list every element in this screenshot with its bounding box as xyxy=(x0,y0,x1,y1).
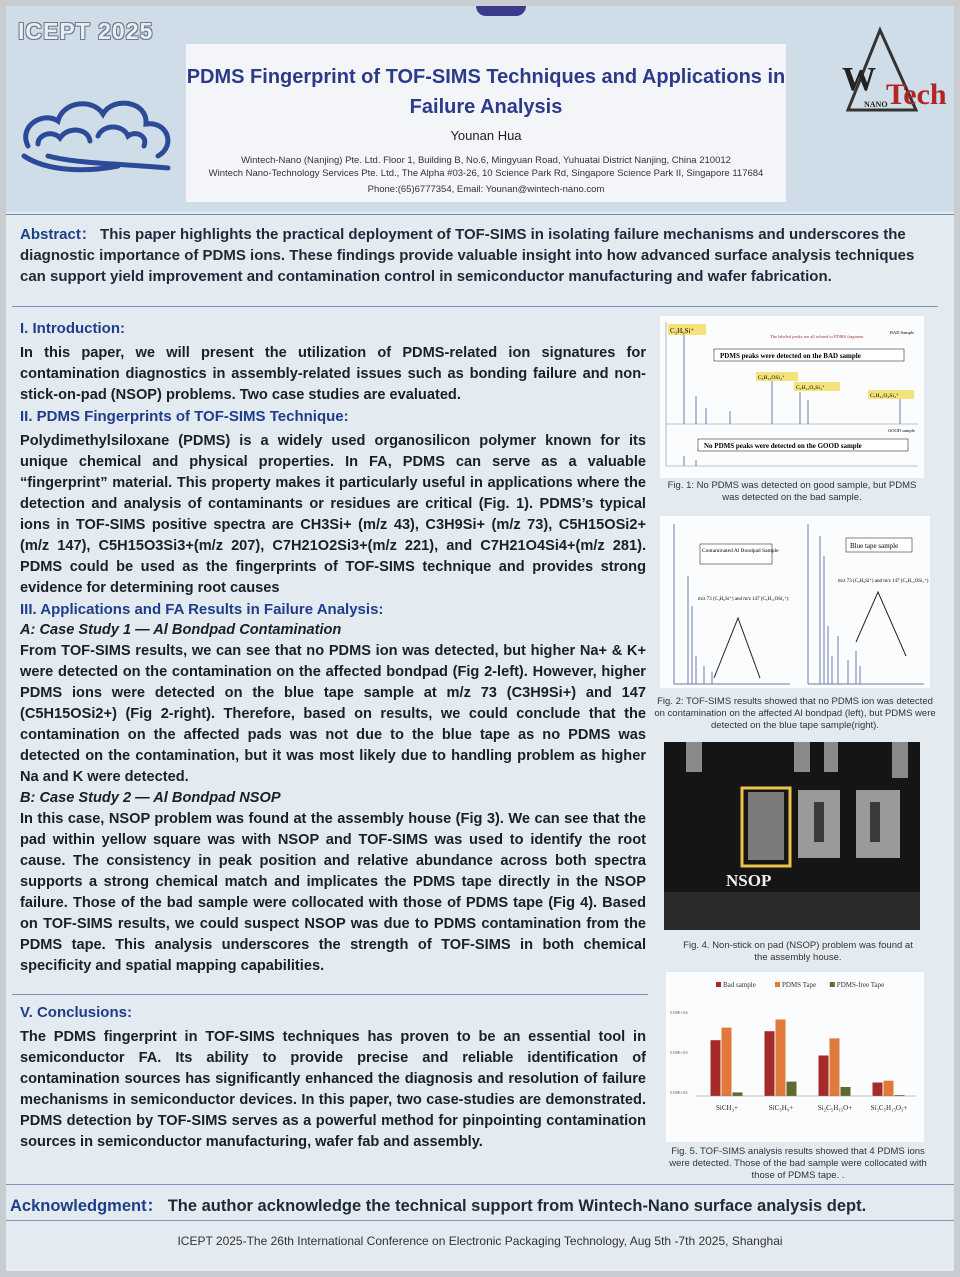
figure-4-caption: Fig. 4. Non-stick on pad (NSOP) problem was found at the assembly house. xyxy=(683,940,913,963)
y-axis xyxy=(670,1010,688,1095)
fig1-main-peak: C₃H₉Si⁺ xyxy=(670,327,695,335)
x-axis xyxy=(716,1104,907,1112)
divider xyxy=(6,1220,954,1221)
company-logo xyxy=(840,26,952,116)
case2-heading: B: Case Study 2 — Al Bondpad NSOP xyxy=(20,790,281,806)
legend-swatch xyxy=(716,982,721,987)
top-clip xyxy=(476,6,526,16)
x-tick-label: SiC₃H₉+ xyxy=(768,1104,794,1112)
logo-w: W xyxy=(842,61,876,98)
divider xyxy=(12,994,648,995)
intro-text: In this paper, we will present the utilization of PDMS-related ion signatures for contamination diagnostics in assembly-related issues such as bonding failure and non-stick-on-pad (NSOP) problems. Two case studies are evaluated. xyxy=(20,345,646,403)
x-tick-label: SiCH₃+ xyxy=(716,1104,738,1112)
fig2-right-box: Blue tape sample xyxy=(850,542,899,550)
figure-5-chart xyxy=(666,972,924,1142)
y-tick-label: 5.00E+02 xyxy=(670,1090,688,1095)
footer: ICEPT 2025-The 26th International Conference on Electronic Packaging Technology, Aug 5th -7th 2025, Shanghai xyxy=(177,1234,783,1248)
bar xyxy=(711,1040,721,1096)
bar xyxy=(830,1038,840,1096)
fig1-good-box: No PDMS peaks were detected on the GOOD sample xyxy=(704,442,862,450)
fig2-right-note: m/z 73 (C₃H₉Si⁺) and m/z 147 (C₅H₁₅OSi₂⁺) xyxy=(838,579,929,584)
figure-1-caption: Fig. 1: No PDMS was detected on good sample, but PDMS was detected on the bad sample. xyxy=(667,480,917,503)
fig1-peak-label: C₇H₂₁O₄Si₄⁺ xyxy=(870,393,899,399)
acknowledgment-text: The author acknowledge the technical support from Wintech-Nano surface analysis dept. xyxy=(167,1197,867,1215)
author-name: Younan Hua xyxy=(450,128,522,143)
legend-label: Bad sample xyxy=(723,981,756,989)
figure-4-image xyxy=(664,742,920,930)
bar-group xyxy=(696,1020,916,1097)
legend-label: PDMS Tape xyxy=(782,981,817,989)
fig1-note: The labeled peaks are all related to PDMS fragment xyxy=(770,334,864,339)
x-tick-label: Si₃C₅H₁₅O₃+ xyxy=(870,1104,908,1112)
fig2-left-note: m/z 73 (C₃H₉Si⁺) and m/z 147 (C₅H₁₅OSi₂⁺) xyxy=(698,597,789,602)
bar xyxy=(841,1087,851,1096)
pdms-text: Polydimethylsiloxane (PDMS) is a widely used organosilicon polymer known for its unique chemical and physical properties. In FA, PDMS can serve as a valuable “fingerprint” material. This property makes it particularly useful in applications where the detection and analysis of contaminants or residues are critical (Fig. 1). PDMS’s typical ions in TOF-SIMS positive spectra are CH3Si+ (m/z 43), C3H9Si+ (m/z 73), C5H15OSi2+(m/z 147), C5H15O3Si3+(m/z 207), C7H21O2Si3+(m/z 221), and C7H21O4Si4+(m/z 281). PDMS could be used as the fingerprints of TOF-SIMS technique and provides strong evidence for determining root causes xyxy=(20,433,646,596)
bar xyxy=(884,1081,894,1096)
acknowledgment-label: Acknowledgment： xyxy=(10,1197,164,1215)
divider xyxy=(12,306,938,307)
conclusions-text: The PDMS fingerprint in TOF-SIMS techniques has proven to be an essential tool in semiconductor FA. Its ability to provide precise and reliable identification of contamination sources has significantly enhanced the diagnosis and resolution of failure mechanisms in semiconductor devices. In this paper, two case-studies are demonstrated. PDMS detection by TOF-SIMS serves as a powerful method for pinpointing contamination sources in semiconductor manufacturing, wafer fab and assembly. xyxy=(20,1029,646,1150)
main-column xyxy=(20,318,646,977)
y-tick-label: 5.00E+03 xyxy=(670,1050,688,1055)
fig1-peak-label: C₅H₁₅O₃Si₃⁺ xyxy=(796,385,825,391)
nsop-label: NSOP xyxy=(726,871,772,890)
fig1-good-tag: GOOD sample xyxy=(888,428,915,433)
legend-swatch xyxy=(830,982,835,987)
logo-tech: Tech xyxy=(886,78,947,111)
abstract xyxy=(20,224,940,287)
conference-tag: ICEPT 2025 xyxy=(18,18,154,44)
bar xyxy=(765,1031,775,1096)
figure-1-spectrum xyxy=(660,316,924,478)
divider xyxy=(6,1184,954,1185)
figure-2-caption: Fig. 2: TOF-SIMS results showed that no PDMS ion was detected on contamination on the affected Al bondpad (left), but PDMS were detected on the blue tape sample(right). xyxy=(654,696,936,731)
abstract-label: Abstract： xyxy=(20,226,96,243)
pdms-heading: II. PDMS Fingerprints of TOF-SIMS Technique: xyxy=(20,408,349,425)
poster xyxy=(6,6,954,1271)
figure-4-photo xyxy=(664,742,920,930)
acknowledgment xyxy=(10,1192,940,1216)
conclusions xyxy=(20,1002,646,1153)
chart-legend xyxy=(716,981,884,989)
abstract-text: This paper highlights the practical deployment of TOF-SIMS in isolating failure mechanisms and underscores the diagnostic importance of PDMS ions. These findings provide valuable insight into how advanced surface analysis techniques can support yield improvement and contamination control in semiconductor manufacturing and wafer fabrication. xyxy=(20,226,915,285)
case1-heading: A: Case Study 1 — Al Bondpad Contamination xyxy=(20,622,342,638)
legend-label: PDMS-free Tape xyxy=(836,981,885,989)
contact-line: Phone:(65)6777354, Email: Younan@wintech-nano.com xyxy=(367,184,605,195)
paper-title: PDMS Fingerprint of TOF-SIMS Techniques and Applications in Failure Analysis xyxy=(186,66,786,118)
intro-heading: I. Introduction: xyxy=(20,320,125,337)
conclusions-heading: V. Conclusions: xyxy=(20,1004,132,1021)
y-tick-label: 5.00E+04 xyxy=(670,1010,688,1015)
case1-text: From TOF-SIMS results, we can see that no PDMS ion was detected, but higher Na+ & K+ were detected on the contamination on the affected bondpad (Fig 2-left). However, higher PDMS ions were detected on the blue tape sample at m/z 73 (C3H9Si+) and 147 (C5H15OSi2+) (Fig 2-right). Therefore, based on results, we could conclude that the contamination on the affected pads was not due to the blue tape as no PDMS was detected on the contamination, but it was most likely due to handling problem as higher Na and K were detected. xyxy=(20,643,646,785)
applications-heading: III. Applications and FA Results in Failure Analysis: xyxy=(20,601,384,618)
figure-5-caption: Fig. 5. TOF-SIMS analysis results showed that 4 PDMS ions were detected. Those of the bad sample were collocated with those of PDMS tape. . xyxy=(669,1146,927,1181)
bar xyxy=(733,1092,743,1096)
divider xyxy=(6,214,954,215)
figure-1 xyxy=(660,316,924,478)
bar xyxy=(873,1083,883,1097)
affiliation-line: Wintech Nano-Technology Services Pte. Ltd., The Alpha #03-26, 10 Science Park Rd, Singapore Science Park II, Singapore 117684 xyxy=(208,168,764,179)
logo-nano: NANO xyxy=(864,100,888,109)
x-tick-label: Si₂C₅H₁₅O+ xyxy=(817,1104,853,1112)
fig1-bad-box: PDMS peaks were detected on the BAD sample xyxy=(720,352,861,360)
bar xyxy=(722,1028,732,1096)
figure-2 xyxy=(660,516,930,688)
case2-text: In this case, NSOP problem was found at the assembly house (Fig 3). We can see that the pad within yellow square was with NSOP and TOF-SIMS was used to identify the root cause. The consistency in peak position and relative abundance across both spectra supports a strong chemical match and implicates the PDMS tape directly in the NSOP failure. Those of the bad sample were collocated with those of PDMS tape (Fig 4). Based on TOF-SIMS results, we could suspect NSOP was due to PDMS contamination from the PDMS tape. This analysis underscores the strength of TOF-SIMS in both chemical specificity and spatial mapping capabilities. xyxy=(20,811,646,974)
cloud-ornament-icon xyxy=(18,86,178,176)
bar xyxy=(819,1056,829,1097)
bar xyxy=(787,1082,797,1096)
fig1-bad-tag: BAD Sample xyxy=(890,330,915,335)
fig1-peak-label: C₅H₁₅OSi₂⁺ xyxy=(758,375,785,381)
fig2-left-box: Contaminated Al Bondpad Sample xyxy=(702,548,779,554)
affiliation-line: Wintech-Nano (Nanjing) Pte. Ltd. Floor 1, Building B, No.6, Mingyuan Road, Yuhuatai District Nanjing, China 210012 xyxy=(241,155,731,166)
legend-swatch xyxy=(775,982,780,987)
title-box xyxy=(186,44,786,202)
figure-2-spectra xyxy=(660,516,930,688)
bar xyxy=(776,1020,786,1097)
affiliations xyxy=(186,154,786,180)
bar-chart xyxy=(666,972,924,1142)
